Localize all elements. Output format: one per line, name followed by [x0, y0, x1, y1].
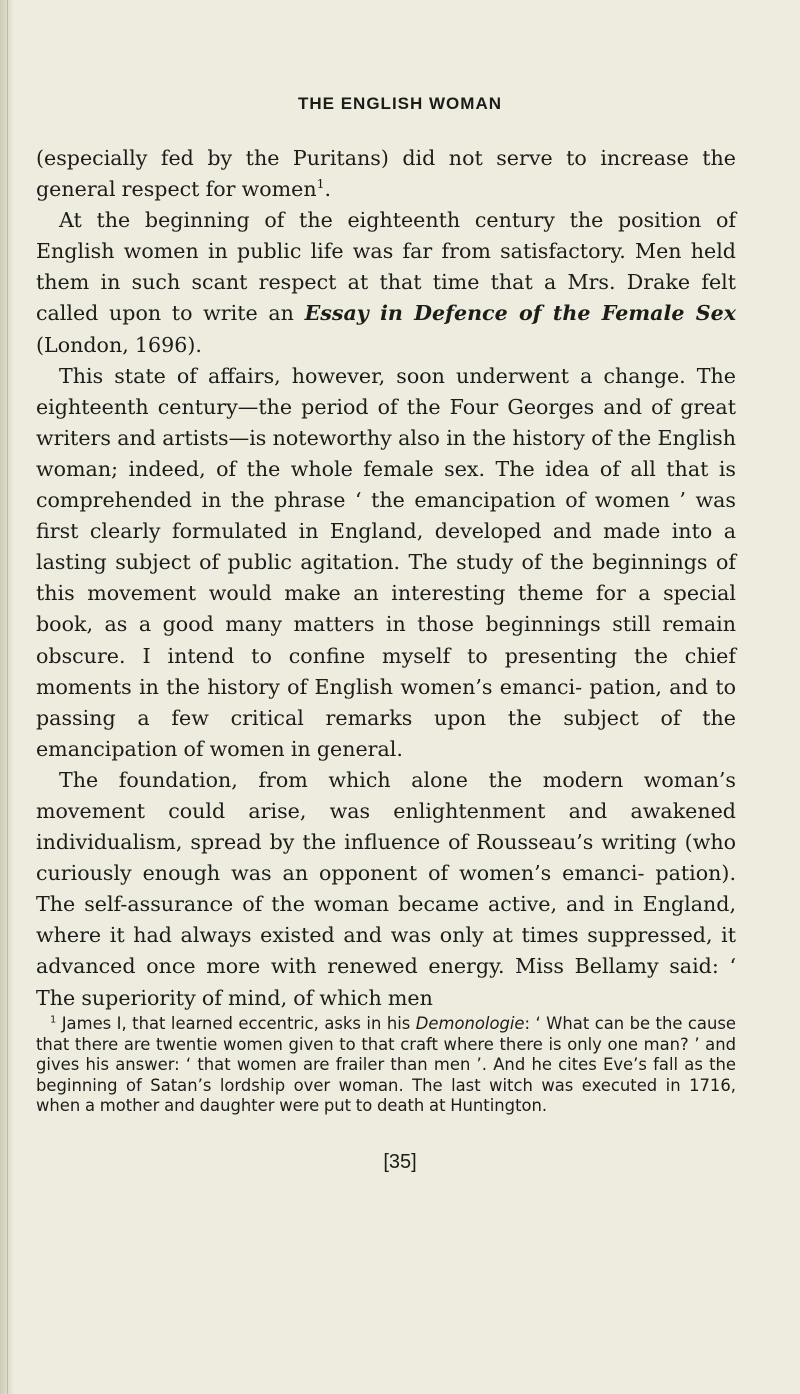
- footnote-1-before: James I, that learned eccentric, asks in his: [56, 1014, 416, 1033]
- footnote-number: 1: [50, 1014, 57, 1026]
- paragraph-1-tail: .: [324, 177, 332, 202]
- paragraph-2: [36, 205, 736, 360]
- main-text: [36, 143, 736, 1014]
- footnote-reference-1: 1: [316, 177, 325, 192]
- running-head: THE ENGLISH WOMAN: [298, 94, 502, 113]
- essay-title: Essay in Defence of the Female Sex: [304, 301, 736, 326]
- paragraph-2-before: At the beginning of the eighteenth century the position of English women in public life was far from satisfactory. Men held them in such scant respect at that time that a Mrs. Drake felt called upon to write an: [36, 208, 736, 326]
- binding-edge-line: [7, 0, 8, 1394]
- footnote-1-after: : ‘ What can be the cause that there are twentie women given to that craft where there is only one man? ’ and gives his answer: ‘ that women are frailer than men ’. And he cites Eve’s fall as the beginning of Satan’s lordship over woman. The last witch was executed in 1716, when a mother and daughter were put to death at Huntington.: [36, 1014, 736, 1115]
- footnote-1: [36, 1014, 736, 1117]
- demonologie-title: Demonologie: [415, 1014, 525, 1033]
- paragraph-4: The foundation, from which alone the modern woman’s movement could arise, was enlightenment and awakened individualism, spread by the influence of Rousseau’s writing (who curiously enough was an opponent of women’s emanci- pation). The self-assurance of the woman became active, and in England, where it had always existed and was only at times suppressed, it advanced once more with renewed energy. Miss Bellamy said: ‘ The superiority of mind, of which men: [36, 767, 736, 1010]
- paragraph-2-after: (London, 1696).: [36, 332, 202, 357]
- paragraph-3: This state of affairs, however, soon underwent a change. The eighteenth century—the period of the Four Georges and of great writers and artists—is noteworthy also in the history of the English woman; indeed, of the whole female sex. The idea of all that is comprehended in the phrase ‘ the emancipation of women ’ was first clearly formulated in England, developed and made into a lasting subject of public agitation. The study of the beginnings of this movement would make an interesting theme for a special book, as a good many matters in those beginnings still remain obscure. I intend to confine myself to presenting the chief moments in the history of English women’s emanci- pation, and to passing a few critical remarks upon the subject of the emancipation of women in general.: [36, 363, 736, 761]
- page-number: [35]: [383, 1151, 417, 1173]
- paragraph-1-text: (especially fed by the Puritans) did not serve to increase the general respect for women: [36, 146, 736, 202]
- paragraph-1: [36, 143, 736, 205]
- footnote-area: [36, 1014, 736, 1117]
